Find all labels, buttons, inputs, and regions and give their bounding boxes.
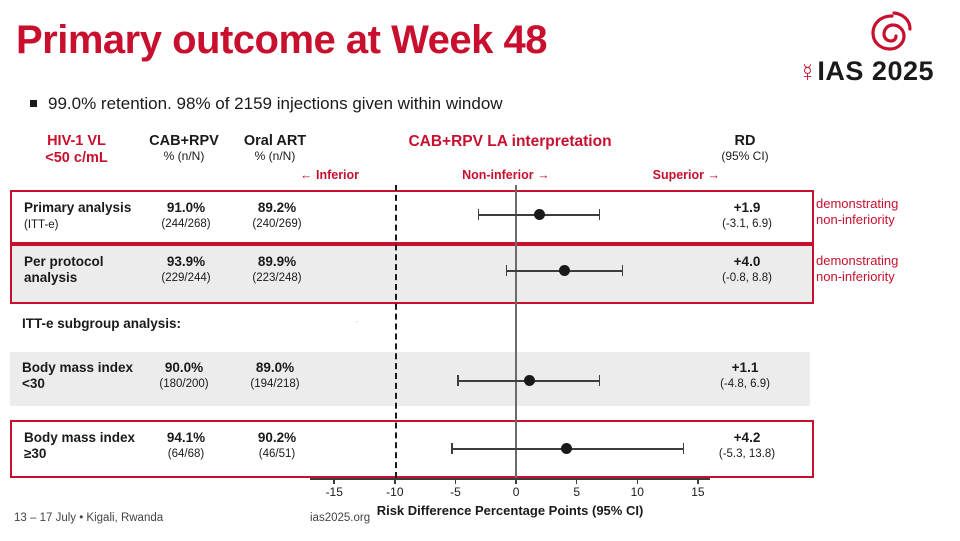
column-header-oral: Oral ART % (n/N) — [243, 133, 307, 163]
row-rd-value: +1.1 (-4.8, 6.9) — [720, 360, 770, 390]
x-tick-label: -10 — [386, 485, 404, 499]
x-tick-label: 15 — [691, 485, 705, 499]
ci-cap — [451, 443, 453, 454]
x-tick — [515, 478, 517, 484]
row-label: Primary analysis (ITT-e) — [24, 200, 132, 232]
point-estimate-marker — [559, 265, 570, 276]
page-title: Primary outcome at Week 48 — [16, 18, 547, 62]
row-cab-value: 91.0% (244/268) — [161, 200, 211, 230]
ias-logo-text: ☿IAS 2025 — [798, 56, 934, 87]
row-note: demonstrating non-inferiority — [816, 253, 899, 285]
column-header-interpretation: CAB+RPV LA interpretation — [408, 133, 612, 150]
x-tick-label: 0 — [512, 485, 520, 499]
x-axis-label: Risk Difference Percentage Points (95% CI) — [376, 503, 644, 518]
point-estimate-marker — [534, 209, 545, 220]
ias-logo — [762, 10, 942, 87]
interpretation-arrows — [300, 168, 720, 182]
x-tick-label: -15 — [325, 485, 343, 499]
ias-glyph-icon: ☿ — [798, 59, 818, 87]
row-cab-value: 94.1% (64/68) — [166, 430, 206, 460]
ci-cap — [599, 375, 601, 386]
row-label: Body mass index <30 — [22, 360, 134, 392]
point-estimate-marker — [524, 375, 535, 386]
x-axis — [310, 478, 710, 480]
x-tick — [333, 478, 335, 484]
x-tick — [637, 478, 639, 484]
x-tick-label: -5 — [450, 485, 461, 499]
x-tick — [455, 478, 457, 484]
row-oral-value: 89.9% (223/248) — [252, 254, 302, 284]
x-tick-label: 5 — [573, 485, 580, 499]
subgroup-header-label: ITT-e subgroup analysis: — [22, 316, 182, 331]
zero-reference-line — [515, 185, 517, 478]
row-oral-value: 89.2% (240/269) — [252, 200, 302, 230]
point-estimate-marker — [561, 443, 572, 454]
decorative-dot-icon: · — [355, 316, 359, 328]
row-label: Body mass index ≥30 — [24, 430, 136, 462]
ci-cap — [506, 265, 508, 276]
row-label: Per protocol analysis — [24, 254, 104, 286]
row-note: demonstrating non-inferiority — [816, 196, 899, 228]
ci-cap — [683, 443, 685, 454]
arrow-superior: Superior → — [652, 168, 720, 182]
ias-spiral-icon — [866, 10, 918, 61]
x-tick — [697, 478, 699, 484]
x-tick-label: 10 — [630, 485, 644, 499]
ci-cap — [622, 265, 624, 276]
bullet-square-icon — [30, 100, 37, 107]
column-header-cab: CAB+RPV % (n/N) — [149, 133, 219, 163]
ci-cap — [478, 209, 480, 220]
row-oral-value: 90.2% (46/51) — [257, 430, 297, 460]
ci-cap — [599, 209, 601, 220]
footer-left: 13 – 17 July • Kigali, Rwanda — [14, 512, 164, 524]
row-rd-value: +1.9 (-3.1, 6.9) — [722, 200, 772, 230]
x-tick — [394, 478, 396, 484]
column-header-rd: RD (95% CI) — [721, 133, 769, 163]
noninferiority-margin-line — [395, 185, 397, 478]
retention-bullet: 99.0% retention. 98% of 2159 injections given within window — [30, 94, 503, 114]
ci-cap — [457, 375, 459, 386]
footer-website: ias2025.org — [310, 512, 371, 524]
row-cab-value: 90.0% (180/200) — [159, 360, 209, 390]
row-oral-value: 89.0% (194/218) — [250, 360, 300, 390]
arrow-inferior: ← Inferior — [300, 168, 360, 182]
row-rd-value: +4.0 (-0.8, 8.8) — [722, 254, 772, 284]
row-cab-value: 93.9% (229/244) — [161, 254, 211, 284]
column-header-hiv: HIV-1 VL <50 c/mL — [45, 133, 108, 166]
x-tick — [576, 478, 578, 484]
row-rd-value: +4.2 (-5.3, 13.8) — [718, 430, 776, 460]
arrow-noninferior: Non-inferior → — [462, 168, 550, 182]
